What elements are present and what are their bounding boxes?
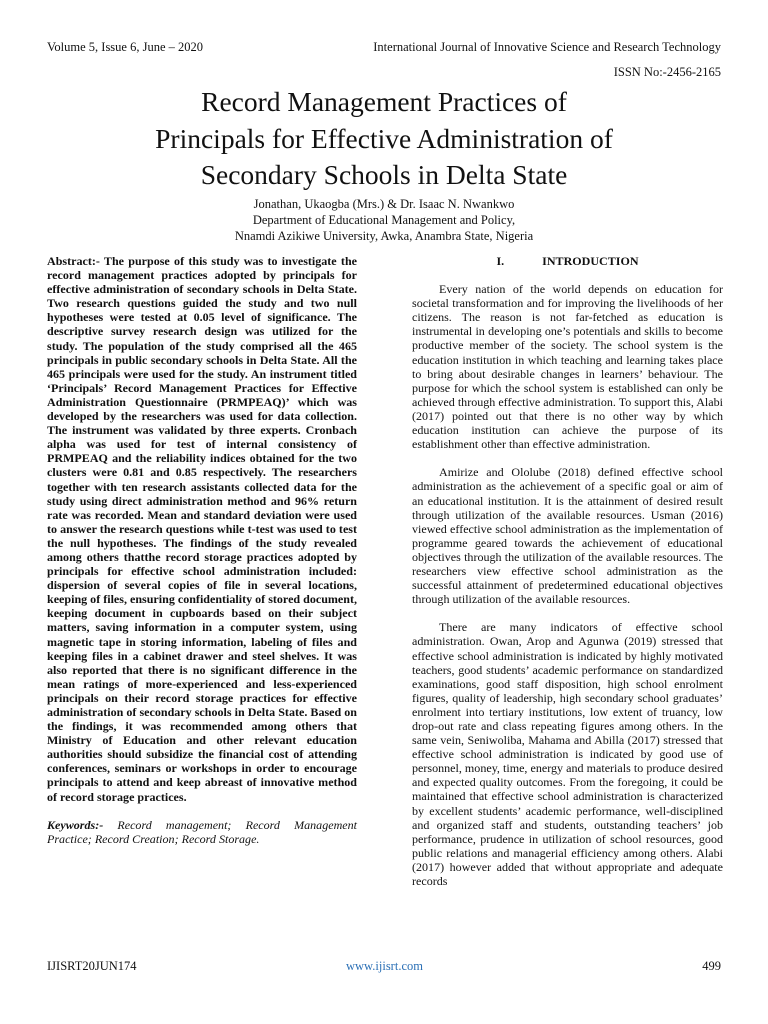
- title-line: Record Management Practices of: [201, 86, 567, 117]
- section-title: INTRODUCTION: [542, 254, 639, 268]
- keywords-text: Record management; Record Management Practice; Record Creation; Record Storage.: [47, 817, 357, 846]
- paragraph: There are many indicators of effective school administration. Owan, Arop and Agunwa (2019) stressed that effective school administration is indicated by highly motivated teachers, good students’ academic performance on standardized examinations, good staff disposition, high school enrolment figures, quality of leadership, high secondary school graduates’ enrolment into tertiary institutions, low extent of truancy, low drop-out rate and class repeating figures among others. In the same vein, Seniwoliba, Mahama and Abilla (2017) stressed that effective school administration is indicated by good use of personnel, money, time, energy and materials to produce desired and expected quality outcomes. From the foregoing, it could be maintained that effective school administration is characterized by excellent students’ academic performance, well-disciplined and organized staff and students, outstanding teachers’ job performance, prudence in utilization of school resources, good public relations and managerial efficiency among others. Alabi (2017) however added that without appropriate and adequate records: [412, 620, 723, 889]
- abstract-text: The purpose of this study was to investigate the record management practices adopted by principals for effective administration of secondary schools in Delta State. Two research questions guided the study and two null hypotheses were tested at 0.05 level of significance. The descriptive survey research design was utilized for the study. The population of the study comprised all the 465 principals in public secondary schools in Delta State. All the 465 principals were used for the study. An instrument titled ‘Principals’ Record Management Practices for Effective Administration Questionnaire (PRMPEAQ)’ which was developed by the researchers was used for data collection. The instrument was validated by three experts. Cronbach alpha was used for test of internal consistency of PRMPEAQ and the reliability indices obtained for the two clusters were 0.81 and 0.85 respectively. The researchers together with ten research assistants collected data for the study using direct administration method and 96% return rate was recorded. Mean and standard deviation were used to answer the research questions while t-test was used to test the null hypotheses. The findings of the study revealed among others thatthe record storage practices adopted by principals for effective school administration included: dispersion of several copies of file in several locations, keeping of files, ensuring confidentiality of stored document, keeping document in cupboards based on their subject matters, saving information in a computer system, using magnetic tape in storing information, labeling of files and keeping files in a cabinet drawer and steel shelves. It was also reported that there is no significant difference in the mean ratings of more-experienced and less-experienced principals on their record storage practices for effective administration of secondary schools in Delta State. Based on the findings, it was recommended among others that Ministry of Education and other relevant education authorities should subsidize the financial cost of attending conferences, seminars or workshops in order to encourage principals to attend and keep abreast of innovative method of record storage practices.: [47, 254, 357, 804]
- author-block: [0, 196, 768, 244]
- keywords: [47, 818, 357, 846]
- paragraph: Amirize and Ololube (2018) defined effective school administration as the achievement of a specific goal or aim of an educational institution. It is the attainment of desired result through utilization of the available resources. Usman (2016) viewed effective school administration as the implementation of programme geared towards the achievement of educational objectives through the utilization of the available resources. The researchers view effective school administration as the successful attainment of predetermined educational objectives through utilization of the available resources.: [412, 465, 723, 607]
- right-column: [412, 254, 723, 902]
- author-institution: Nnamdi Azikiwe University, Awka, Anambra State, Nigeria: [234, 229, 534, 243]
- left-column: [47, 254, 357, 846]
- paragraph: Every nation of the world depends on education for societal transformation and for improving the livelihoods of her citizens. The reason is not far-fetched as education is instrumental in developing one’s potentials and skills to become productive member of the society. The school system is the education institution in which teaching and learning takes place to bring about desirable changes in learners’ behaviour. The purpose for which the school system is established can only be achieved through effective administration. To support this, Alabi (2017) pointed out that there is no other way by which education institution can achieve the purpose of its establishment other than effective administration.: [412, 282, 723, 452]
- paper-id: IJISRT20JUN174: [47, 959, 137, 973]
- paper-title: [0, 84, 768, 194]
- author-names: Jonathan, Ukaogba (Mrs.) & Dr. Isaac N. Nwankwo: [253, 197, 515, 211]
- author-department: Department of Educational Management and Policy,: [252, 213, 516, 227]
- website-link[interactable]: www.ijisrt.com: [346, 959, 423, 973]
- title-line: Principals for Effective Administration of: [155, 122, 613, 154]
- abstract: [47, 254, 357, 804]
- issn: ISSN No:-2456-2165: [613, 65, 721, 79]
- page-number: 499: [702, 959, 721, 973]
- keywords-label: Keywords:-: [47, 817, 104, 832]
- journal-name: International Journal of Innovative Science and Research Technology: [373, 40, 721, 54]
- section-number: I.: [496, 254, 505, 268]
- volume-info: Volume 5, Issue 6, June – 2020: [47, 40, 204, 54]
- title-line: Secondary Schools in Delta State: [200, 159, 568, 190]
- abstract-label: Abstract:-: [47, 254, 100, 268]
- section-heading: [412, 254, 723, 268]
